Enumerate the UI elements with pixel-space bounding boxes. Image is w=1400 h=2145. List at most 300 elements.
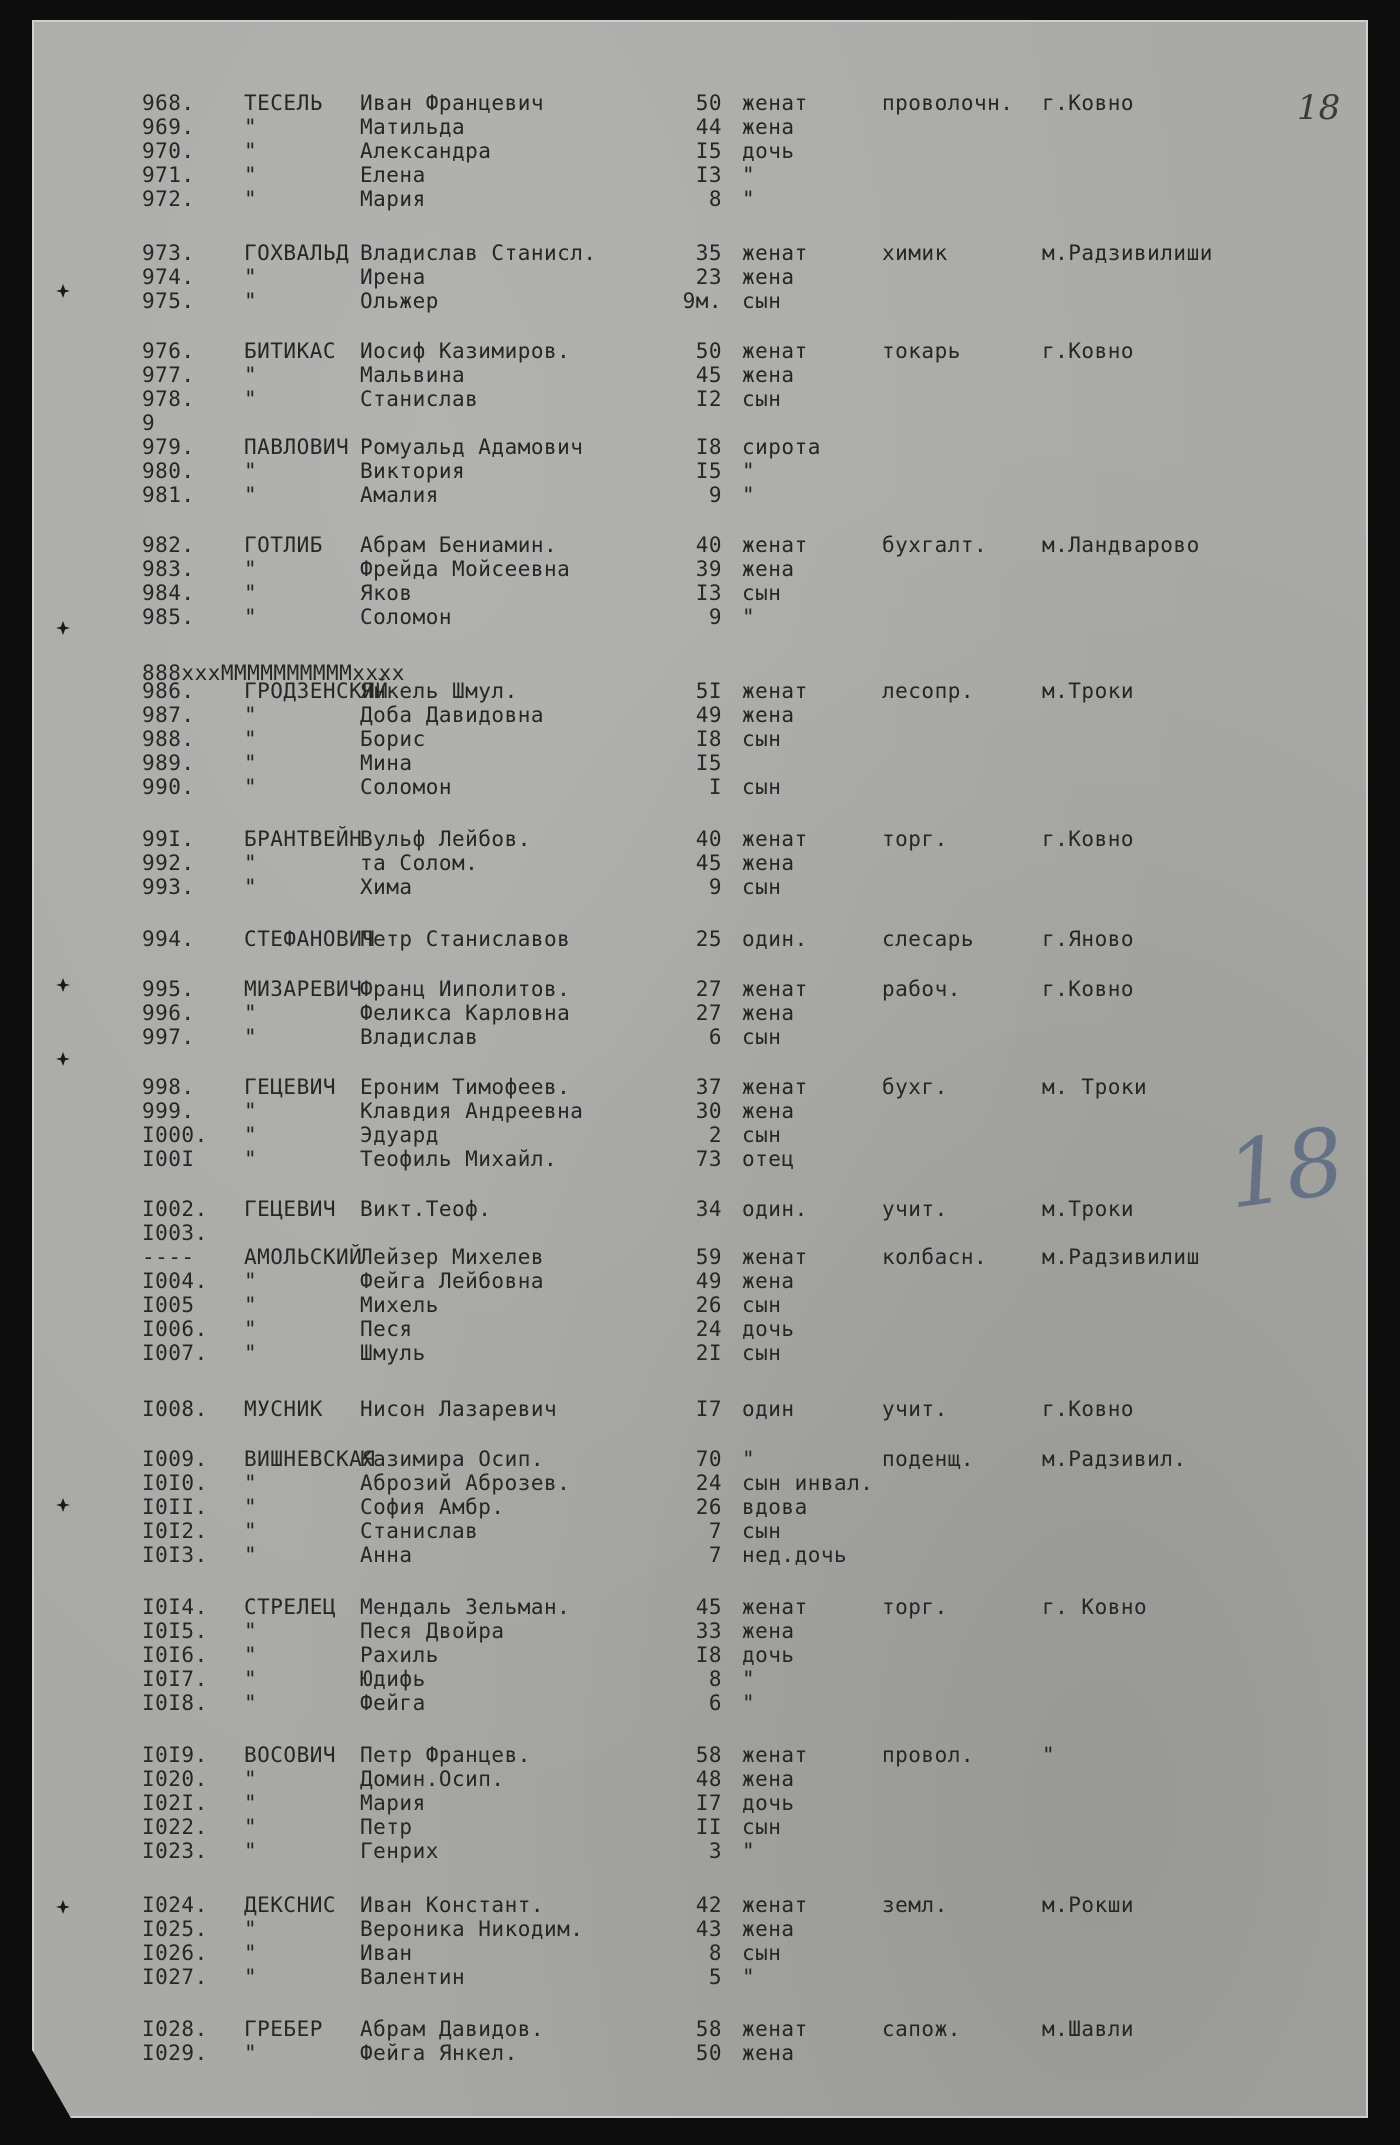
cell-job: слесарь	[882, 927, 975, 951]
cell-name: Петр	[360, 1815, 413, 1839]
cell-name: Генрих	[360, 1839, 439, 1863]
cell-family: "	[742, 1667, 756, 1691]
cell-age: 5	[708, 1965, 722, 1989]
cell-num: I003.	[142, 1221, 208, 1245]
cell-age: 30	[695, 1099, 722, 1123]
cell-family: вдова	[742, 1495, 808, 1519]
cell-age: I2	[695, 387, 722, 411]
cell-name: Станислав	[360, 1519, 479, 1543]
cell-num: 995.	[142, 977, 195, 1001]
table-row	[32, 186, 1368, 212]
cell-surname: "	[244, 1917, 258, 1941]
cell-name: Мария	[360, 187, 426, 211]
cell-family: дочь	[742, 1643, 795, 1667]
cell-age: 59	[695, 1245, 722, 1269]
cell-surname: БИТИКАС	[244, 339, 337, 363]
cell-age: 26	[695, 1293, 722, 1317]
cell-age: 8	[708, 187, 722, 211]
cell-name: Соломон	[360, 775, 453, 799]
cell-surname: "	[244, 265, 258, 289]
cell-family: "	[742, 483, 756, 507]
table-row	[32, 1892, 1368, 1918]
cell-age: I8	[695, 435, 722, 459]
cell-num: I024.	[142, 1893, 208, 1917]
cell-surname: ГОХВАЛЬД	[244, 241, 350, 265]
cell-age: 25	[695, 927, 722, 951]
cell-num: 984.	[142, 581, 195, 605]
cell-surname: "	[244, 387, 258, 411]
cell-surname: "	[244, 1025, 258, 1049]
cell-name: Ероним Тимофеев.	[360, 1075, 571, 1099]
cell-num: 970.	[142, 139, 195, 163]
cell-family: сын	[742, 1293, 782, 1317]
cell-age: 49	[695, 703, 722, 727]
cell-age: 40	[695, 827, 722, 851]
cell-age: 6	[708, 1691, 722, 1715]
table-row	[32, 1396, 1368, 1422]
cell-family: сын	[742, 1341, 782, 1365]
cell-family: "	[742, 605, 756, 629]
table-row	[32, 1494, 1368, 1520]
cell-surname: "	[244, 1941, 258, 1965]
handwritten-page-number: 18	[1297, 88, 1341, 128]
cell-surname: МИЗАРЕВИЧ	[244, 977, 363, 1001]
cell-num: I0II.	[142, 1495, 208, 1519]
cell-name: Юдифь	[360, 1667, 426, 1691]
cell-surname: ГЕЦЕВИЧ	[244, 1197, 337, 1221]
cell-surname: "	[244, 1471, 258, 1495]
cell-num: 986.	[142, 679, 195, 703]
cell-age: 70	[695, 1447, 722, 1471]
cell-surname: АМОЛЬСКИЙ	[244, 1245, 363, 1269]
table-row	[32, 1594, 1368, 1620]
table-row	[32, 874, 1368, 900]
cell-family: жена	[742, 1099, 795, 1123]
cell-name: Мендаль Зельман.	[360, 1595, 571, 1619]
cell-surname: "	[244, 187, 258, 211]
cell-num: I0I6.	[142, 1643, 208, 1667]
cell-family: "	[742, 187, 756, 211]
cell-name: Эдуард	[360, 1123, 439, 1147]
cell-name: Песя Двойра	[360, 1619, 505, 1643]
cell-num: I000.	[142, 1123, 208, 1147]
cell-family: дочь	[742, 139, 795, 163]
cell-name: Петр Станиславов	[360, 927, 571, 951]
table-row	[32, 532, 1368, 558]
table-row	[32, 1618, 1368, 1644]
cell-surname: "	[244, 1495, 258, 1519]
cell-surname: "	[244, 1791, 258, 1815]
cell-age: 45	[695, 363, 722, 387]
table-row	[32, 1244, 1368, 1270]
cell-num: 979.	[142, 435, 195, 459]
cell-family: сын	[742, 775, 782, 799]
cell-family: женат	[742, 1245, 808, 1269]
cell-num: I005	[142, 1293, 195, 1317]
table-row	[32, 1316, 1368, 1342]
cell-surname: "	[244, 1123, 258, 1147]
cell-age: 42	[695, 1893, 722, 1917]
cell-num: 976.	[142, 339, 195, 363]
table-row	[32, 556, 1368, 582]
cell-age: I7	[695, 1397, 722, 1421]
table-row	[32, 604, 1368, 630]
cell-family: один.	[742, 1197, 808, 1221]
cell-name: Иосиф Казимиров.	[360, 339, 571, 363]
cell-name: Мария	[360, 1791, 426, 1815]
cell-age: 40	[695, 533, 722, 557]
cell-num: I0I3.	[142, 1543, 208, 1567]
table-row	[32, 1470, 1368, 1496]
cell-age: 49	[695, 1269, 722, 1293]
cell-name: Соломон	[360, 605, 453, 629]
cell-family: дочь	[742, 1317, 795, 1341]
cell-surname: "	[244, 727, 258, 751]
cell-family: женат	[742, 827, 808, 851]
cell-num: I029.	[142, 2041, 208, 2065]
cell-age: 37	[695, 1075, 722, 1099]
cell-family: сын	[742, 289, 782, 313]
cell-family: нед.дочь	[742, 1543, 848, 1567]
cell-place: м.Радзивил.	[1042, 1447, 1187, 1471]
cell-place: м.Радзивилиш	[1042, 1245, 1200, 1269]
cell-num: 980.	[142, 459, 195, 483]
cell-surname: "	[244, 703, 258, 727]
cell-num: 981.	[142, 483, 195, 507]
cell-surname: "	[244, 115, 258, 139]
cell-job: рабоч.	[882, 977, 961, 1001]
cell-place: г.Ковно	[1042, 977, 1135, 1001]
cell-name: Лейзер Михелев	[360, 1245, 545, 1269]
cell-num: 996.	[142, 1001, 195, 1025]
cell-place: м.Троки	[1042, 679, 1135, 703]
cell-surname: ТЕСЕЛЬ	[244, 91, 323, 115]
cell-age: 50	[695, 339, 722, 363]
cell-surname: "	[244, 1667, 258, 1691]
cell-name: Домин.Осип.	[360, 1767, 505, 1791]
table-row	[32, 850, 1368, 876]
cell-name: Клавдия Андреевна	[360, 1099, 584, 1123]
cell-age: 43	[695, 1917, 722, 1941]
cell-family: женат	[742, 241, 808, 265]
cell-num: 99I.	[142, 827, 195, 851]
table-row	[32, 1268, 1368, 1294]
cell-place: м.Ландварово	[1042, 533, 1200, 557]
cell-name: Рахиль	[360, 1643, 439, 1667]
cell-num: 975.	[142, 289, 195, 313]
cell-age: 45	[695, 851, 722, 875]
cell-name: Иван Францевич	[360, 91, 545, 115]
cell-surname: "	[244, 363, 258, 387]
cell-job: провол.	[882, 1743, 975, 1767]
cell-family: один	[742, 1397, 795, 1421]
cell-num: I00I	[142, 1147, 195, 1171]
cell-surname: ВОСОВИЧ	[244, 1743, 337, 1767]
cell-name: Елена	[360, 163, 426, 187]
register-table	[32, 20, 1368, 2118]
cell-name: Александра	[360, 139, 492, 163]
cell-surname: СТЕФАНОВИЧ	[244, 927, 376, 951]
cell-surname: СТРЕЛЕЦ	[244, 1595, 337, 1619]
cell-surname: "	[244, 1619, 258, 1643]
cell-family: женат	[742, 679, 808, 703]
cell-place: м.Шавли	[1042, 2017, 1135, 2041]
table-row	[32, 1666, 1368, 1692]
table-row	[32, 1690, 1368, 1716]
cell-num: I020.	[142, 1767, 208, 1791]
cell-family: женат	[742, 1743, 808, 1767]
cell-name: Иван Констант.	[360, 1893, 545, 1917]
torn-corner	[32, 2050, 72, 2120]
cell-num: 983.	[142, 557, 195, 581]
cell-age: 58	[695, 2017, 722, 2041]
cell-family: сын	[742, 1519, 782, 1543]
table-row	[32, 1098, 1368, 1124]
table-row	[32, 1940, 1368, 1966]
cell-name: Ромуальд Адамович	[360, 435, 584, 459]
cell-age: 7	[708, 1543, 722, 1567]
cell-family: один.	[742, 927, 808, 951]
cell-surname: "	[244, 851, 258, 875]
table-row	[32, 1074, 1368, 1100]
cell-age: I3	[695, 163, 722, 187]
table-row	[32, 976, 1368, 1002]
cell-num: 978.	[142, 387, 195, 411]
cell-surname: "	[244, 1001, 258, 1025]
cell-surname: ДЕКСНИС	[244, 1893, 337, 1917]
cell-name: Мальвина	[360, 363, 466, 387]
cell-surname: "	[244, 557, 258, 581]
cell-num: 993.	[142, 875, 195, 899]
cell-age: II	[695, 1815, 722, 1839]
cell-age: 6	[708, 1025, 722, 1049]
cell-age: 24	[695, 1471, 722, 1495]
cell-num: I002.	[142, 1197, 208, 1221]
table-row	[32, 1220, 1368, 1246]
cell-name: Фрейда Мойсеевна	[360, 557, 571, 581]
cell-family: женат	[742, 1595, 808, 1619]
cell-family: женат	[742, 339, 808, 363]
table-row	[32, 362, 1368, 388]
table-row	[32, 1542, 1368, 1568]
cell-num: I0I9.	[142, 1743, 208, 1767]
cell-num: I025.	[142, 1917, 208, 1941]
table-row	[32, 1146, 1368, 1172]
cell-num: I022.	[142, 1815, 208, 1839]
cell-num: I004.	[142, 1269, 208, 1293]
cell-name: Анна	[360, 1543, 413, 1567]
cell-age: I5	[695, 459, 722, 483]
cell-age: 26	[695, 1495, 722, 1519]
cell-num: I006.	[142, 1317, 208, 1341]
cell-name: Викт.Теоф.	[360, 1197, 492, 1221]
cell-surname: "	[244, 775, 258, 799]
cell-name: Станислав	[360, 387, 479, 411]
table-row	[32, 1814, 1368, 1840]
cell-name: Нисон Лазаревич	[360, 1397, 558, 1421]
table-row	[32, 702, 1368, 728]
cell-name: Владислав	[360, 1025, 479, 1049]
cell-place: м.Рокши	[1042, 1893, 1135, 1917]
cell-name: Франц Ииполитов.	[360, 977, 571, 1001]
cell-family: сын инвал.	[742, 1471, 874, 1495]
cell-num: I0I5.	[142, 1619, 208, 1643]
cell-family: "	[742, 1965, 756, 1989]
cell-job: бухгалт.	[882, 533, 988, 557]
cell-num: I007.	[142, 1341, 208, 1365]
table-row	[32, 434, 1368, 460]
cell-name: Теофиль Михайл.	[360, 1147, 558, 1171]
cell-family: "	[742, 1447, 756, 1471]
cell-age: 33	[695, 1619, 722, 1643]
cell-job: проволочн.	[882, 91, 1014, 115]
cell-age: 9	[708, 875, 722, 899]
table-row	[32, 750, 1368, 776]
cell-surname: "	[244, 581, 258, 605]
cell-age: I8	[695, 727, 722, 751]
cell-age: 44	[695, 115, 722, 139]
cell-place: м.Троки	[1042, 1197, 1135, 1221]
cell-name: Феликса Карловна	[360, 1001, 571, 1025]
cell-name: Валентин	[360, 1965, 466, 1989]
cell-num: 992.	[142, 851, 195, 875]
cell-job: земл.	[882, 1893, 948, 1917]
cell-surname: "	[244, 1293, 258, 1317]
cell-name: Доба Давидовна	[360, 703, 545, 727]
cell-age: 2I	[695, 1341, 722, 1365]
cell-num: I008.	[142, 1397, 208, 1421]
cell-age: I5	[695, 139, 722, 163]
cell-name: та Солом.	[360, 851, 479, 875]
cell-name: Мина	[360, 751, 413, 775]
stamped-sheet-number: 18	[1220, 1107, 1351, 1230]
cell-family: сын	[742, 387, 782, 411]
table-row	[32, 1766, 1368, 1792]
cell-age: 3	[708, 1839, 722, 1863]
cell-family: отец	[742, 1147, 795, 1171]
cell-num: 990.	[142, 775, 195, 799]
cell-surname: "	[244, 1767, 258, 1791]
cell-name: Михель	[360, 1293, 439, 1317]
cell-age: 8	[708, 1941, 722, 1965]
cell-family: жена	[742, 703, 795, 727]
cell-num: I0I8.	[142, 1691, 208, 1715]
cell-num: I026.	[142, 1941, 208, 1965]
cell-family: жена	[742, 1767, 795, 1791]
table-row	[32, 1122, 1368, 1148]
table-row	[32, 114, 1368, 140]
cell-name: София Амбр.	[360, 1495, 505, 1519]
cell-age: 2	[708, 1123, 722, 1147]
cell-name: Аброзий Аброзев.	[360, 1471, 571, 1495]
cell-family: сын	[742, 581, 782, 605]
cell-name: Владислав Станисл.	[360, 241, 597, 265]
cell-surname: "	[244, 1543, 258, 1567]
cell-num: 997.	[142, 1025, 195, 1049]
cell-age: I8	[695, 1643, 722, 1667]
cell-family: женат	[742, 977, 808, 1001]
cell-num: 987.	[142, 703, 195, 727]
cell-family: женат	[742, 91, 808, 115]
cell-num: 998.	[142, 1075, 195, 1099]
cell-name: Матильда	[360, 115, 466, 139]
cell-age: 50	[695, 2041, 722, 2065]
cell-surname: "	[244, 483, 258, 507]
table-row	[32, 2040, 1368, 2066]
table-row	[32, 1000, 1368, 1026]
cell-age: I3	[695, 581, 722, 605]
cell-name: Янкель Шмул.	[360, 679, 518, 703]
table-row	[32, 826, 1368, 852]
cell-family: жена	[742, 1917, 795, 1941]
cell-num: 968.	[142, 91, 195, 115]
cell-surname: "	[244, 459, 258, 483]
cell-family: сын	[742, 1941, 782, 1965]
cell-family: жена	[742, 265, 795, 289]
cell-family: жена	[742, 1269, 795, 1293]
cell-family: сын	[742, 1123, 782, 1147]
table-row	[32, 1964, 1368, 1990]
cell-family: жена	[742, 851, 795, 875]
table-row	[32, 288, 1368, 314]
table-row	[32, 726, 1368, 752]
cell-surname: "	[244, 1965, 258, 1989]
table-row	[32, 1340, 1368, 1366]
cell-name: Хима	[360, 875, 413, 899]
cell-age: 50	[695, 91, 722, 115]
cell-num: ----	[142, 1245, 195, 1269]
cell-surname: "	[244, 1519, 258, 1543]
cell-num: 982.	[142, 533, 195, 557]
cell-surname: "	[244, 751, 258, 775]
cell-family: сын	[742, 727, 782, 751]
cell-age: 23	[695, 265, 722, 289]
cell-num: 971.	[142, 163, 195, 187]
cell-name: Иван	[360, 1941, 413, 1965]
cell-surname: "	[244, 1341, 258, 1365]
table-row	[32, 1024, 1368, 1050]
cell-job: торг.	[882, 1595, 948, 1619]
cell-age: 9	[708, 605, 722, 629]
cell-name: Шмуль	[360, 1341, 426, 1365]
cell-job: химик	[882, 241, 948, 265]
cell-num: 985.	[142, 605, 195, 629]
table-row	[32, 774, 1368, 800]
cell-family: жена	[742, 557, 795, 581]
cell-name: Абрам Бениамин.	[360, 533, 558, 557]
cell-name: Амалия	[360, 483, 439, 507]
cell-family: сирота	[742, 435, 821, 459]
cell-name: Песя	[360, 1317, 413, 1341]
cell-family: сын	[742, 1025, 782, 1049]
cell-num: 974.	[142, 265, 195, 289]
cell-surname: "	[244, 1815, 258, 1839]
cell-age: 24	[695, 1317, 722, 1341]
cell-surname: ГОТЛИБ	[244, 533, 323, 557]
cell-family: женат	[742, 533, 808, 557]
cell-num: 969.	[142, 115, 195, 139]
cell-surname: ГЕЦЕВИЧ	[244, 1075, 337, 1099]
cell-place: г.Ковно	[1042, 1397, 1135, 1421]
cell-age: 58	[695, 1743, 722, 1767]
cell-surname: "	[244, 163, 258, 187]
table-row	[32, 1838, 1368, 1864]
cell-age: 9	[708, 483, 722, 507]
table-row	[32, 1642, 1368, 1668]
cell-surname: "	[244, 875, 258, 899]
cell-age: 34	[695, 1197, 722, 1221]
cell-family: жена	[742, 363, 795, 387]
